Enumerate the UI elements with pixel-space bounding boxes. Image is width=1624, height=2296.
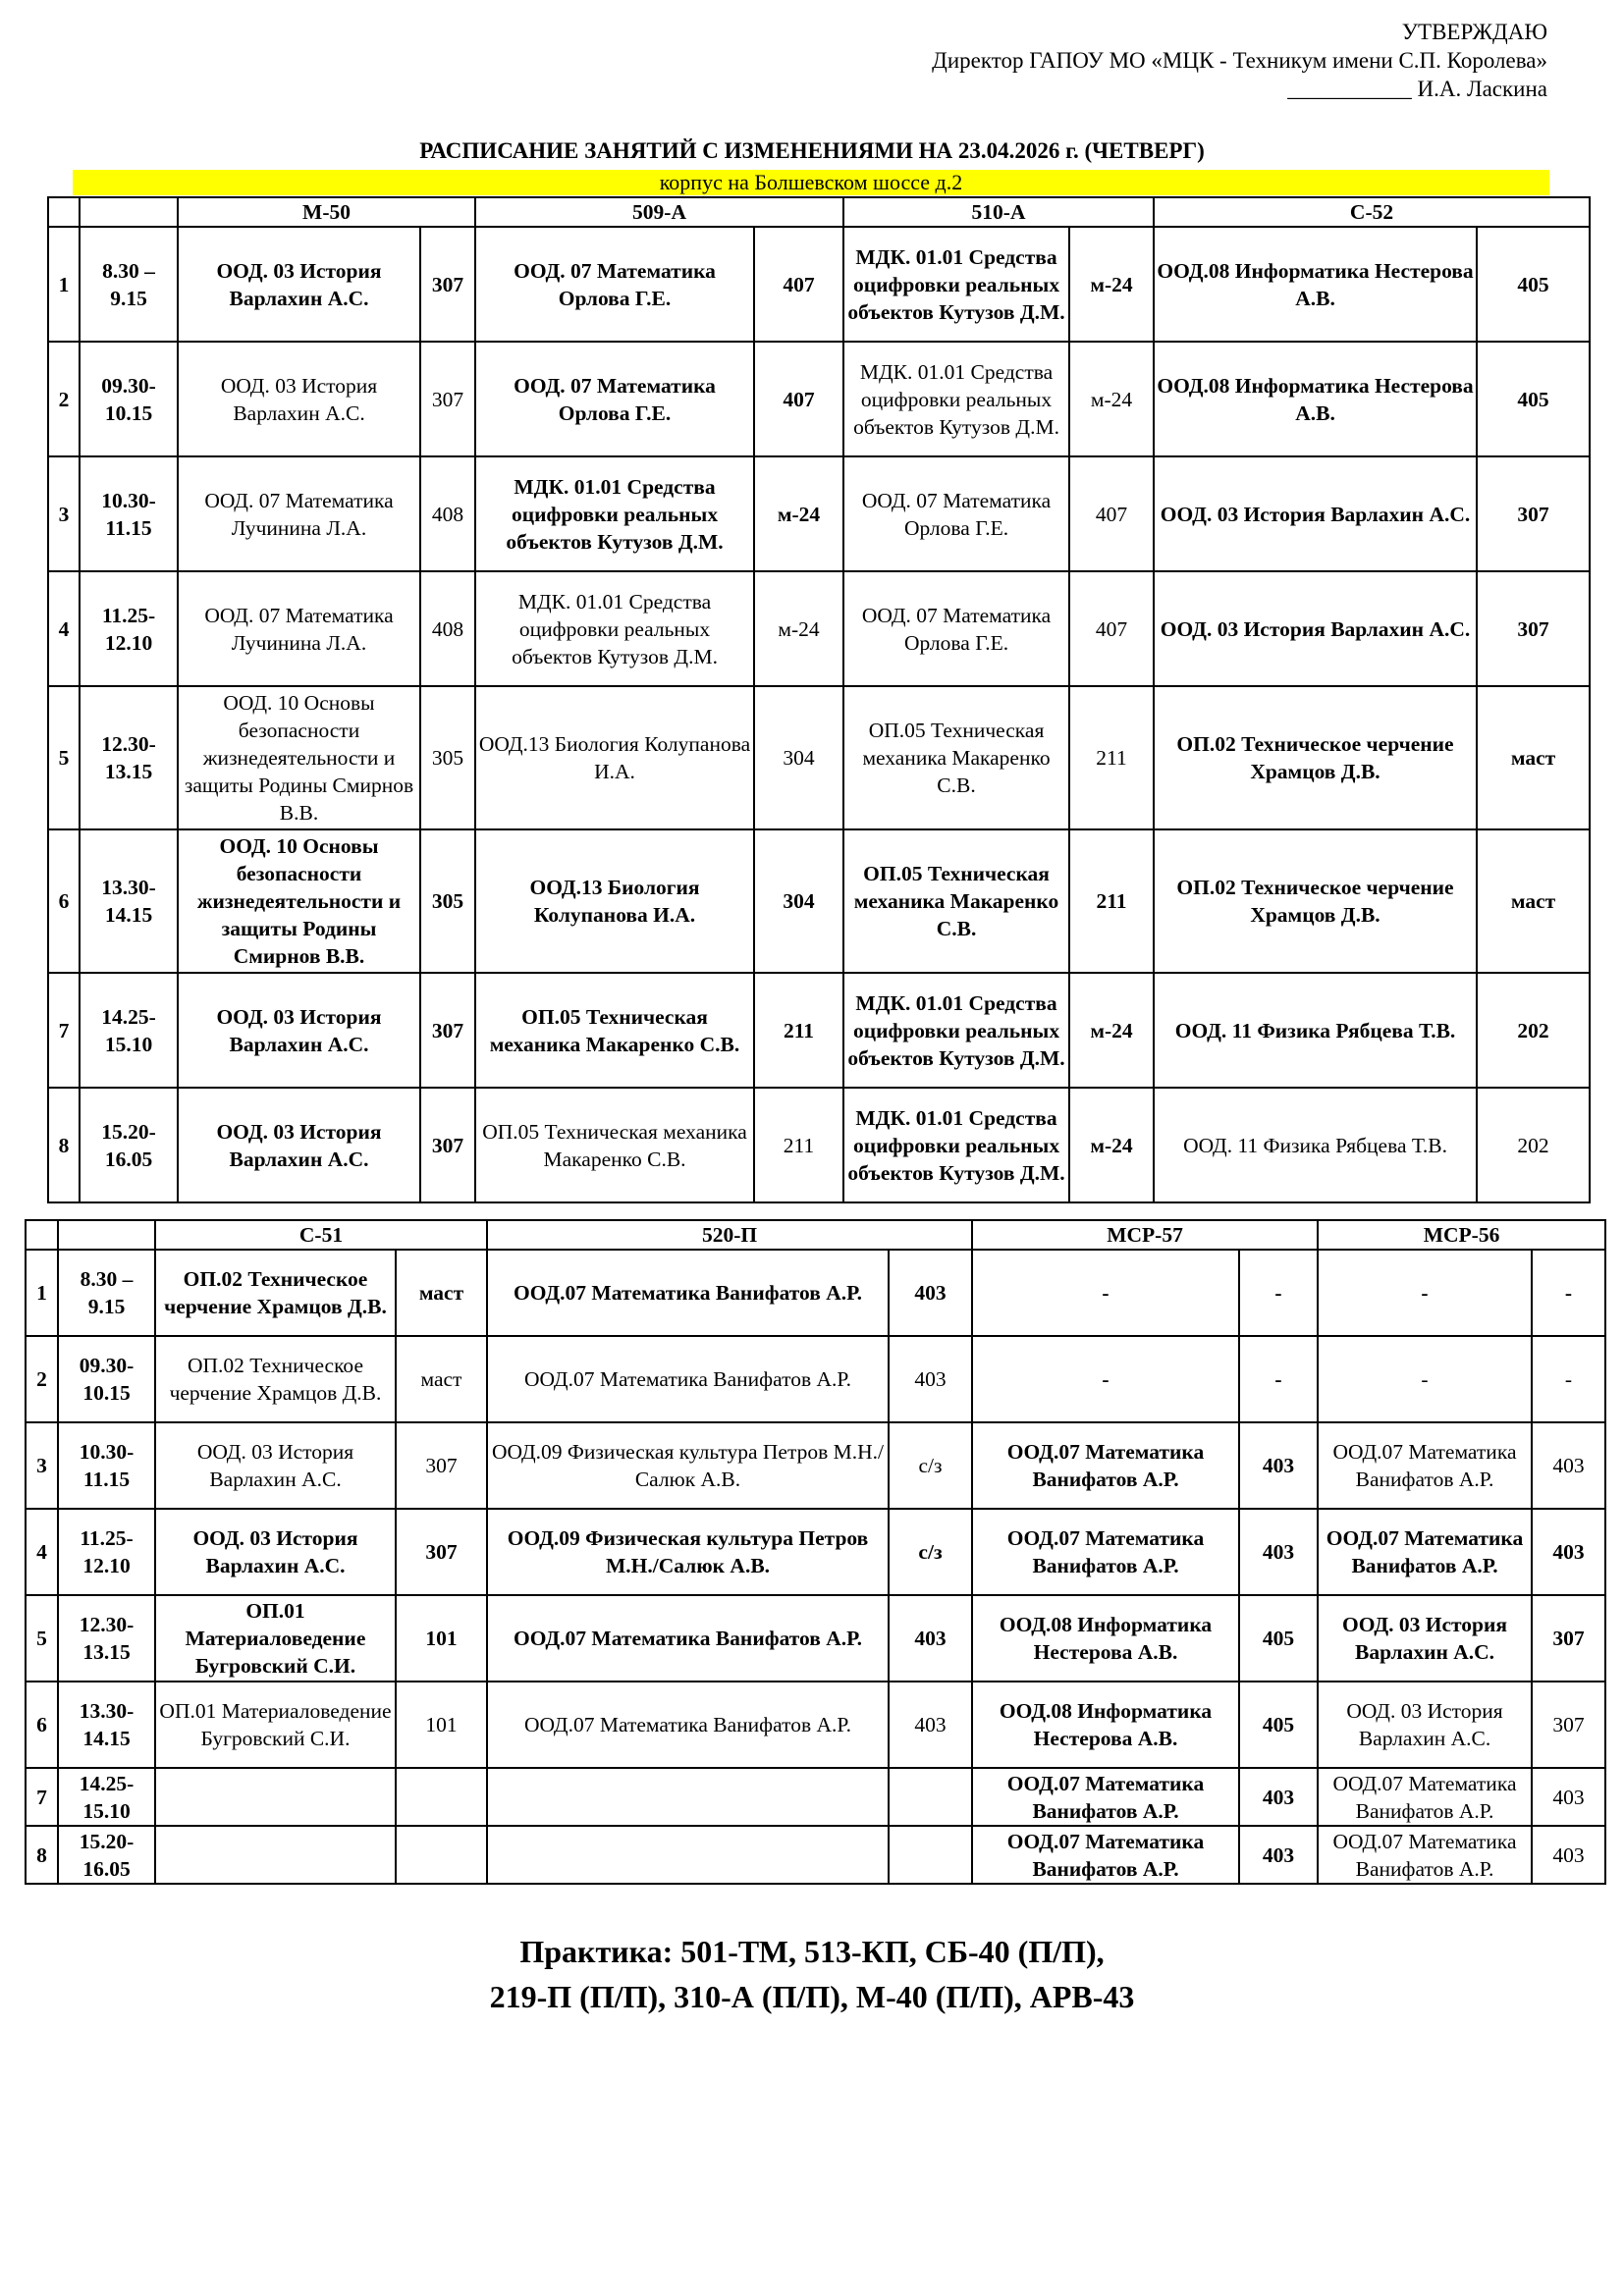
lesson-time: 14.25- 15.10 [58,1768,155,1826]
room-cell: 403 [1239,1768,1318,1826]
room-cell: с/з [889,1422,972,1509]
room-cell: 407 [754,342,843,456]
schedule-row [48,571,1590,686]
lesson-number: 3 [48,456,80,571]
group-header: С-52 [1154,197,1590,227]
subject-cell: ООД.07 Математика Ванифатов А.Р. [972,1826,1239,1884]
lesson-time: 10.30- 11.15 [80,456,178,571]
lesson-time: 10.30- 11.15 [58,1422,155,1509]
subject-cell: ОП.01 Материаловедение Бугровский С.И. [155,1595,396,1682]
lesson-number: 6 [48,829,80,973]
schedule-row [48,1088,1590,1202]
lesson-time: 15.20- 16.05 [80,1088,178,1202]
subject-cell: МДК. 01.01 Средства оцифровки реальных объектов Кутузов Д.М. [475,456,754,571]
subject-cell: ООД. 03 История Варлахин А.С. [178,342,420,456]
subject-cell: ООД.07 Математика Ванифатов А.Р. [1318,1826,1532,1884]
subject-cell: ООД.07 Математика Ванифатов А.Р. [487,1336,889,1422]
subject-cell: ОП.02 Техническое черчение Храмцов Д.В. [1154,829,1477,973]
subject-cell: МДК. 01.01 Средства оцифровки реальных объектов Кутузов Д.М. [843,973,1069,1088]
room-cell: м-24 [754,571,843,686]
group-header: 510-А [843,197,1154,227]
lesson-time: 8.30 – 9.15 [58,1250,155,1336]
room-cell: 405 [1239,1682,1318,1768]
approval-title: УТВЕРЖДАЮ [1401,20,1547,44]
subject-cell: ООД.09 Физическая культура Петров М.Н./Салюк А.В. [487,1509,889,1595]
room-cell: 202 [1477,1088,1590,1202]
subject-cell: ООД.07 Математика Ванифатов А.Р. [972,1509,1239,1595]
room-cell: 403 [889,1682,972,1768]
room-cell: 305 [420,686,475,829]
room-cell: 407 [1069,571,1154,686]
lesson-number: 4 [48,571,80,686]
room-cell: м-24 [1069,342,1154,456]
subject-cell: ООД.13 Биология Колупанова И.А. [475,686,754,829]
lesson-time: 09.30- 10.15 [80,342,178,456]
lesson-time: 15.20- 16.05 [58,1826,155,1884]
room-cell: 403 [1532,1422,1605,1509]
schedule-row [26,1250,1605,1336]
approval-director: Директор ГАПОУ МО «МЦК - Техникум имени С.П. Королева» [932,48,1547,73]
subject-cell: ООД. 07 Математика Орлова Г.Е. [475,342,754,456]
lesson-time: 09.30- 10.15 [58,1336,155,1422]
subject-cell: МДК. 01.01 Средства оцифровки реальных объектов Кутузов Д.М. [843,227,1069,342]
schedule-row [48,227,1590,342]
room-cell: 307 [420,973,475,1088]
subject-cell: ОП.02 Техническое черчение Храмцов Д.В. [155,1250,396,1336]
group-header: М-50 [178,197,475,227]
room-cell: 403 [889,1595,972,1682]
approval-block [932,18,1547,103]
subject-cell: ООД. 03 История Варлахин А.С. [1154,456,1477,571]
subject-cell: ООД.07 Математика Ванифатов А.Р. [972,1422,1239,1509]
room-cell: 307 [420,227,475,342]
room-cell: 307 [420,1088,475,1202]
lesson-number: 7 [26,1768,58,1826]
room-cell: м-24 [1069,1088,1154,1202]
subject-cell: ООД. 07 Математика Орлова Г.Е. [475,227,754,342]
room-cell: 305 [420,829,475,973]
room-cell: 407 [1069,456,1154,571]
room-cell: 408 [420,571,475,686]
subject-cell: ОП.05 Техническая механика Макаренко С.В. [843,829,1069,973]
subject-cell: ОП.02 Техническое черчение Храмцов Д.В. [1154,686,1477,829]
room-cell: 211 [1069,686,1154,829]
subject-cell: МДК. 01.01 Средства оцифровки реальных объектов Кутузов Д.М. [843,1088,1069,1202]
room-cell: - [1239,1250,1318,1336]
room-cell: маст [1477,686,1590,829]
lesson-number: 8 [48,1088,80,1202]
room-cell: 405 [1239,1595,1318,1682]
subject-cell: ООД.07 Математика Ванифатов А.Р. [487,1595,889,1682]
lesson-number: 6 [26,1682,58,1768]
subject-cell: ОП.02 Техническое черчение Храмцов Д.В. [155,1336,396,1422]
subject-cell: ООД. 07 Математика Орлова Г.Е. [843,571,1069,686]
lesson-time: 13.30- 14.15 [58,1682,155,1768]
group-header: МСР-56 [1318,1220,1605,1250]
subject-cell [155,1826,396,1884]
room-cell: - [1239,1336,1318,1422]
practice-line-2: 219-П (П/П), 310-А (П/П), М-40 (П/П), АРВ-43 [489,1979,1135,2014]
subject-cell: ОП.01 Материаловедение Бугровский С.И. [155,1682,396,1768]
approval-signature: ___________ И.А. Ласкина [1287,77,1547,101]
room-cell: м-24 [1069,227,1154,342]
room-cell: маст [1477,829,1590,973]
subject-cell: ООД.07 Математика Ванифатов А.Р. [487,1682,889,1768]
subject-cell: ООД. 03 История Варлахин А.С. [1154,571,1477,686]
lesson-number: 5 [48,686,80,829]
subject-cell: ООД.08 Информатика Нестерова А.В. [1154,342,1477,456]
lesson-number: 4 [26,1509,58,1595]
subject-cell: ООД.13 Биология Колупанова И.А. [475,829,754,973]
room-cell: - [1532,1336,1605,1422]
subject-cell: ООД. 11 Физика Рябцева Т.В. [1154,1088,1477,1202]
subject-cell: МДК. 01.01 Средства оцифровки реальных объектов Кутузов Д.М. [475,571,754,686]
lesson-time: 12.30- 13.15 [58,1595,155,1682]
subject-cell: ООД.08 Информатика Нестерова А.В. [972,1682,1239,1768]
schedule-row [26,1336,1605,1422]
subject-cell: ООД. 07 Математика Лучинина Л.А. [178,571,420,686]
room-cell: 101 [396,1595,487,1682]
room-cell: 307 [420,342,475,456]
room-cell: 407 [754,227,843,342]
room-cell: - [1532,1250,1605,1336]
group-header: 520-П [487,1220,972,1250]
room-cell: 307 [1532,1595,1605,1682]
subject-cell: ООД. 03 История Варлахин А.С. [1318,1595,1532,1682]
subject-cell: - [972,1336,1239,1422]
subject-cell: ООД.07 Математика Ванифатов А.Р. [1318,1509,1532,1595]
lesson-time: 8.30 – 9.15 [80,227,178,342]
room-cell: 307 [1477,456,1590,571]
subject-cell: ООД. 03 История Варлахин А.С. [178,973,420,1088]
room-cell: 211 [754,973,843,1088]
room-cell [396,1826,487,1884]
subject-cell: ООД.07 Математика Ванифатов А.Р. [487,1250,889,1336]
room-cell: 304 [754,686,843,829]
room-cell: 307 [1477,571,1590,686]
subject-cell: ООД. 07 Математика Лучинина Л.А. [178,456,420,571]
subject-cell: ООД. 07 Математика Орлова Г.Е. [843,456,1069,571]
schedule-row [48,686,1590,829]
room-cell: 403 [1239,1422,1318,1509]
schedule-row [26,1768,1605,1826]
lesson-time: 13.30- 14.15 [80,829,178,973]
subject-cell: - [1318,1336,1532,1422]
lesson-time: 14.25- 15.10 [80,973,178,1088]
room-cell: м-24 [1069,973,1154,1088]
room-cell: 307 [396,1422,487,1509]
room-cell: 408 [420,456,475,571]
room-cell: м-24 [754,456,843,571]
room-cell: 211 [1069,829,1154,973]
room-cell: 403 [1239,1826,1318,1884]
schedule-row [26,1595,1605,1682]
subject-cell: - [972,1250,1239,1336]
group-header: С-51 [155,1220,487,1250]
room-cell: 403 [1532,1509,1605,1595]
schedule-row [48,342,1590,456]
subject-cell: ОП.05 Техническая механика Макаренко С.В. [843,686,1069,829]
schedule-row [48,973,1590,1088]
schedule-row [26,1422,1605,1509]
room-cell: 202 [1477,973,1590,1088]
subject-cell: ООД. 03 История Варлахин А.С. [178,227,420,342]
room-cell: 403 [1239,1509,1318,1595]
lesson-number: 5 [26,1595,58,1682]
group-header: 509-А [475,197,843,227]
group-header: МСР-57 [972,1220,1318,1250]
lesson-time: 11.25- 12.10 [58,1509,155,1595]
room-cell: 403 [889,1250,972,1336]
subject-cell: ОП.05 Техническая механика Макаренко С.В. [475,973,754,1088]
room-cell: 101 [396,1682,487,1768]
page-title: РАСПИСАНИЕ ЗАНЯТИЙ С ИЗМЕНЕНИЯМИ НА 23.04.2026 г. (ЧЕТВЕРГ) [419,138,1205,163]
subject-cell: ОП.05 Техническая механика Макаренко С.В. [475,1088,754,1202]
room-cell: 405 [1477,342,1590,456]
schedule-row [26,1826,1605,1884]
subject-cell: ООД. 11 Физика Рябцева Т.В. [1154,973,1477,1088]
room-cell [396,1768,487,1826]
room-cell: 307 [1532,1682,1605,1768]
subject-cell: ООД. 10 Основы безопасности жизнедеятельности и защиты Родины Смирнов В.В. [178,829,420,973]
lesson-number: 7 [48,973,80,1088]
lesson-number: 2 [26,1336,58,1422]
subject-cell [487,1768,889,1826]
subject-cell: ООД. 03 История Варлахин А.С. [155,1509,396,1595]
subject-cell: ООД.07 Математика Ванифатов А.Р. [1318,1422,1532,1509]
lesson-number: 1 [48,227,80,342]
lesson-number: 8 [26,1826,58,1884]
subject-cell: ООД. 03 История Варлахин А.С. [178,1088,420,1202]
lesson-number: 2 [48,342,80,456]
subject-cell: ООД. 10 Основы безопасности жизнедеятельности и защиты Родины Смирнов В.В. [178,686,420,829]
room-cell: 304 [754,829,843,973]
practice-line-1: Практика: 501-ТМ, 513-КП, СБ-40 (П/П), [519,1934,1105,1969]
schedule-table-2 [25,1219,1606,1885]
room-cell: 307 [396,1509,487,1595]
subject-cell: ООД. 03 История Варлахин А.С. [1318,1682,1532,1768]
subject-cell: ООД.08 Информатика Нестерова А.В. [1154,227,1477,342]
room-cell [889,1826,972,1884]
subject-cell [487,1826,889,1884]
subject-cell: ООД. 03 История Варлахин А.С. [155,1422,396,1509]
subject-cell: ООД.08 Информатика Нестерова А.В. [972,1595,1239,1682]
practice-block [0,1929,1624,2019]
room-cell: 403 [889,1336,972,1422]
subject-cell: МДК. 01.01 Средства оцифровки реальных объектов Кутузов Д.М. [843,342,1069,456]
subject-cell [155,1768,396,1826]
lesson-number: 1 [26,1250,58,1336]
room-cell: 211 [754,1088,843,1202]
schedule-row [48,829,1590,973]
room-cell: 403 [1532,1768,1605,1826]
schedule-table-1 [47,196,1591,1203]
lesson-time: 12.30- 13.15 [80,686,178,829]
room-cell: 405 [1477,227,1590,342]
subject-cell: ООД.09 Физическая культура Петров М.Н./Салюк А.В. [487,1422,889,1509]
room-cell: маст [396,1336,487,1422]
lesson-time: 11.25- 12.10 [80,571,178,686]
room-cell: с/з [889,1509,972,1595]
schedule-row [26,1682,1605,1768]
lesson-number: 3 [26,1422,58,1509]
schedule-row [48,456,1590,571]
subject-cell: ООД.07 Математика Ванифатов А.Р. [972,1768,1239,1826]
subject-cell: - [1318,1250,1532,1336]
room-cell [889,1768,972,1826]
subject-cell: ООД.07 Математика Ванифатов А.Р. [1318,1768,1532,1826]
room-cell: 403 [1532,1826,1605,1884]
building-banner: корпус на Болшевском шоссе д.2 [73,170,1549,195]
room-cell: маст [396,1250,487,1336]
schedule-row [26,1509,1605,1595]
